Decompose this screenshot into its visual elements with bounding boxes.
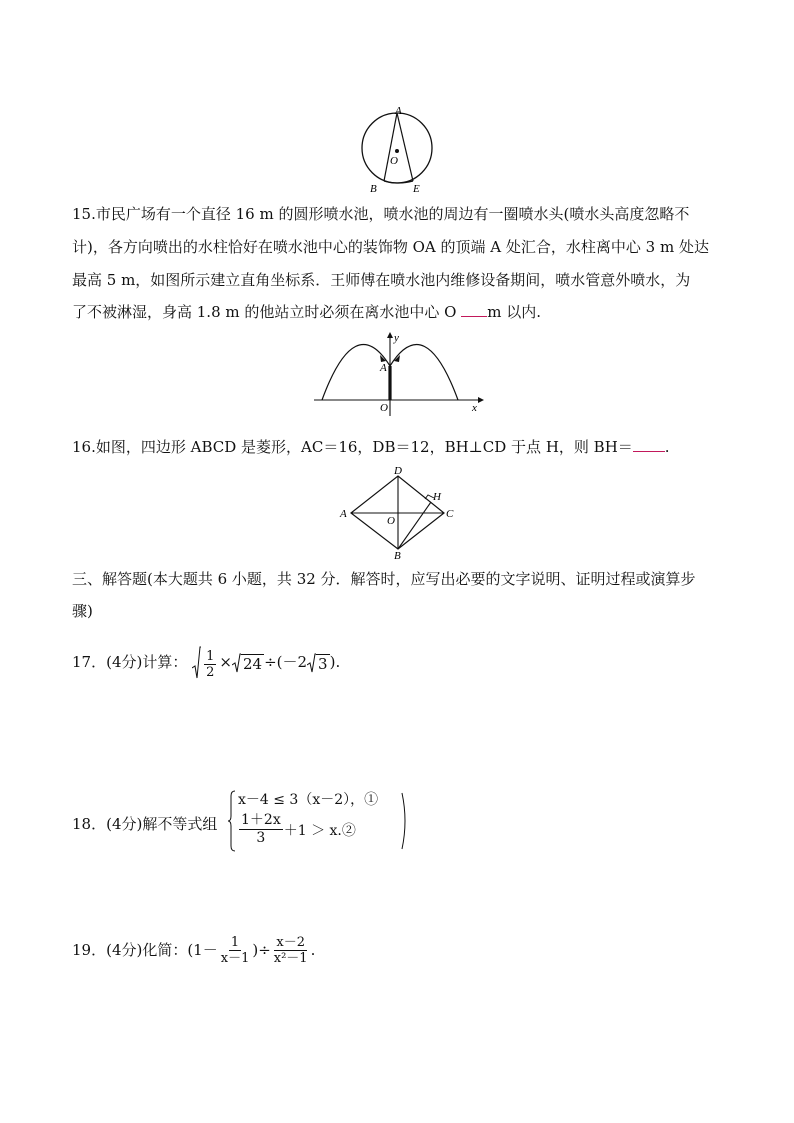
q18-row1: x－4 ≤ 3（x－2），① — [238, 792, 379, 808]
q18-label: 18．(4分)解不等式组 — [72, 815, 218, 833]
q15-line-2: 计)，各方向喷出的水柱恰好在喷水池中心的装饰物 OA 的顶端 A 处汇合，水柱离中心 3 m 处达 — [72, 238, 709, 256]
label-H: H — [433, 491, 441, 503]
label-C: C — [446, 508, 454, 520]
question-number: 16. — [72, 438, 96, 456]
q15-line-4: 了不被淋湿，身高 1.8 m 的他站立时必须在离水池中心 O m 以内. — [72, 303, 541, 321]
circle-shape — [362, 113, 432, 183]
section-heading: 三、解答题(本大题共 6 小题，共 32 分．解答时，应写出必要的文字说明、证明过程或演算步 — [72, 570, 696, 588]
label-D: D — [394, 465, 402, 477]
section-heading-cont: 骤) — [72, 602, 93, 620]
label-E: E — [413, 183, 420, 194]
label-A: A — [340, 508, 347, 520]
answer-blank[interactable] — [633, 437, 665, 452]
circle-figure — [355, 104, 445, 194]
q18-row2: $\frac{1+2x}{3}$ ＋1 ＞ x.② — [241, 812, 356, 846]
label-O: O — [380, 402, 388, 414]
q15-line-3: 最高 5 m，如图所示建立直角坐标系．王师傅在喷水池内维修设备期间，喷水管意外喷水，为 — [72, 271, 691, 289]
label-O: O — [390, 155, 398, 167]
label-B: B — [394, 550, 401, 560]
label-A: A — [380, 362, 387, 374]
left-brace — [228, 790, 236, 852]
sqrt-3: 3 — [307, 653, 330, 673]
question-number: 15. — [72, 205, 96, 223]
label-B: B — [370, 183, 377, 194]
label-O: O — [387, 515, 395, 527]
q15-line-1: 15.市民广场有一个直径 16 m 的圆形喷水池，喷水池的周边有一圈喷水头(喷水头高度忽略不 — [72, 205, 690, 223]
sqrt-24: 24 — [232, 653, 264, 673]
q16-line: 16.如图，四边形 ABCD 是菱形，AC＝16，DB＝12，BH⊥CD 于点 H，则 BH＝ . — [72, 438, 670, 456]
label-y: y — [394, 332, 399, 344]
answer-blank[interactable] — [461, 302, 487, 317]
q19: 19．(4分)化简：(1－ $\frac{1}{x-1}$ )÷ $\frac{x-2}{\text{x²－1}}$ . — [72, 934, 316, 966]
center-dot — [395, 149, 399, 153]
sqrt-half: $\frac{1}{2}$ — [192, 646, 219, 680]
right-paren — [400, 792, 410, 850]
label-x: x — [472, 402, 477, 414]
fountain-graph — [310, 330, 490, 418]
q17: 17．(4分)计算： $\frac{1}{2}$ × 24 ÷(－2 3 ). — [72, 645, 340, 680]
label-A: A — [395, 105, 402, 117]
rhombus-figure — [336, 462, 464, 560]
